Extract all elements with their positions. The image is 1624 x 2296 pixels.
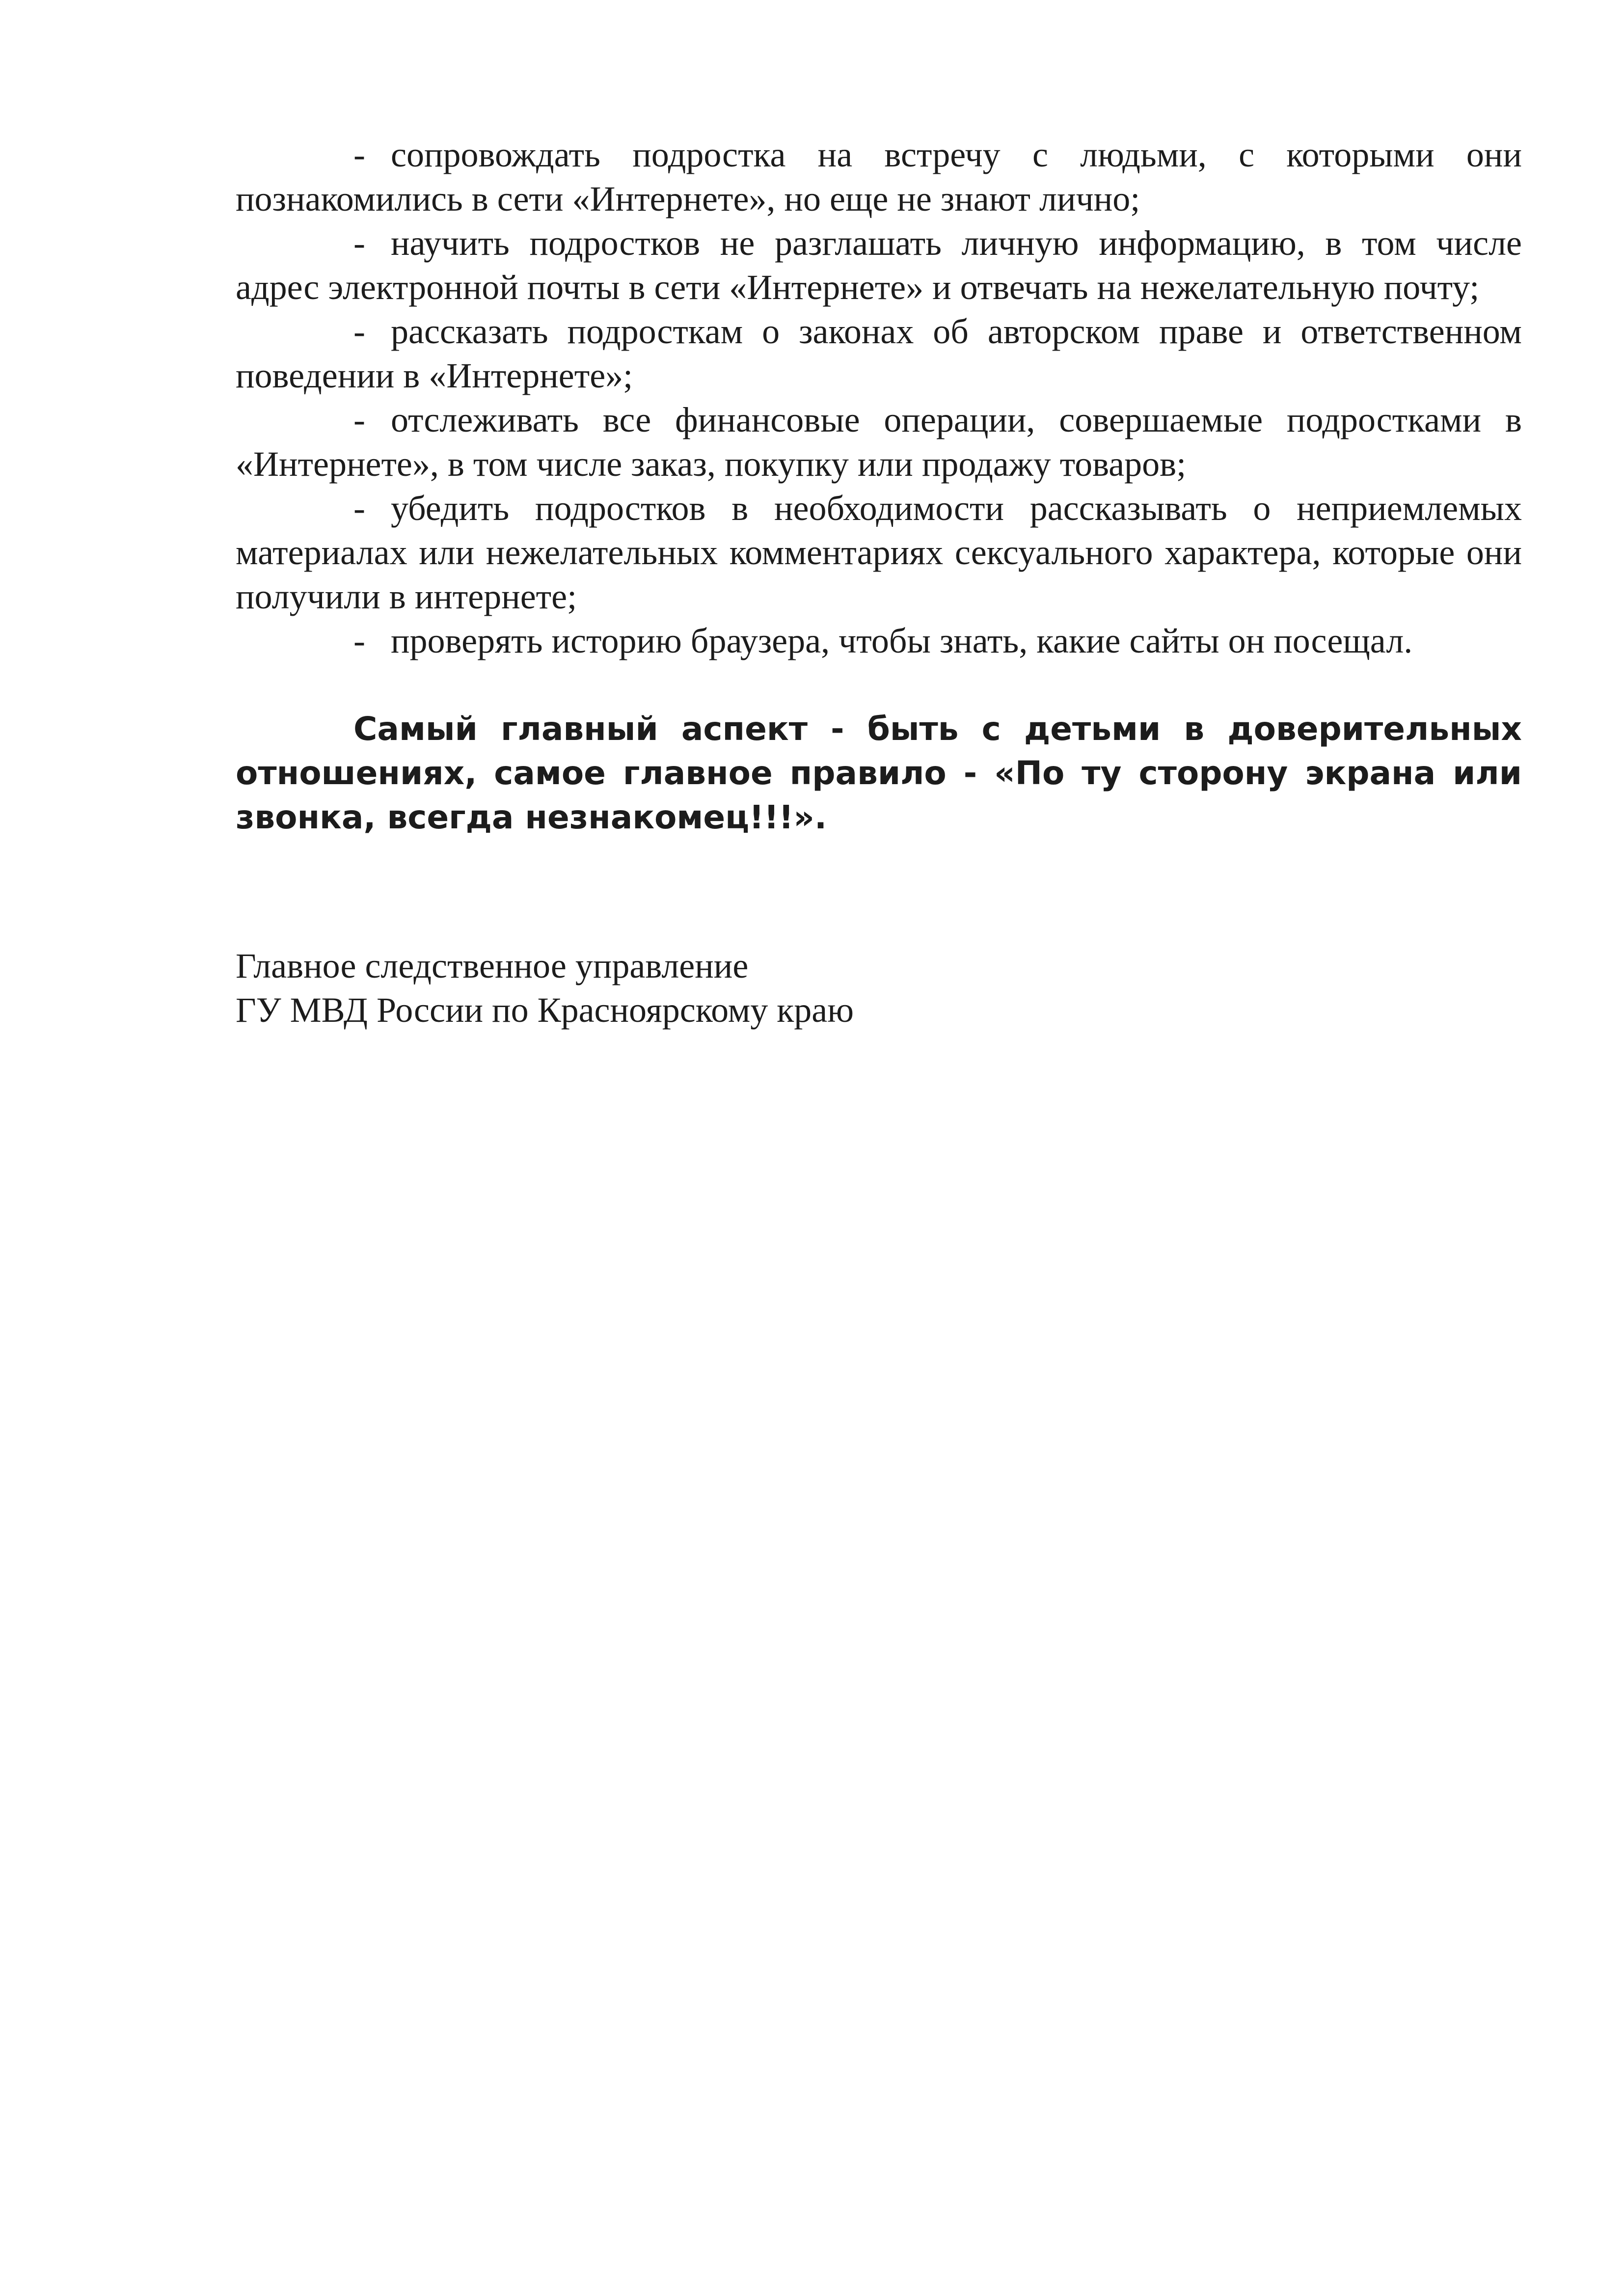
- signature-line-organization: ГУ МВД России по Красноярскому краю: [236, 990, 854, 1030]
- list-item-text: отслеживать все финансовые операции, совершаемые подростками в «Интернете», в том числе заказ, покупку или продажу товаров;: [236, 400, 1522, 484]
- list-item: [236, 221, 1522, 309]
- list-marker: -: [353, 135, 365, 174]
- list-item: [236, 398, 1522, 486]
- list-item-text: научить подростков не разглашать личную информацию, в том числе адрес электронной почты в сети «Интернете» и отвечать на нежелательную почту;: [236, 223, 1522, 307]
- document-page: [236, 133, 1522, 1032]
- list-item: [236, 309, 1522, 398]
- list-item: [236, 486, 1522, 619]
- list-marker: -: [353, 621, 365, 660]
- list-item-text: проверять историю браузера, чтобы знать, какие сайты он посещал.: [391, 621, 1413, 660]
- list-marker: -: [353, 400, 365, 439]
- list-item-text: убедить подростков в необходимости рассказывать о неприемлемых материалах или нежелательных комментариях сексуального характера, которые они получили в интернете;: [236, 489, 1522, 616]
- list-marker: -: [353, 489, 365, 528]
- list-item-text: сопровождать подростка на встречу с людьми, с которыми они познакомились в сети «Интернете», но еще не знают лично;: [236, 135, 1522, 219]
- list-item: [236, 619, 1522, 663]
- signature-line-department: Главное следственное управление: [236, 946, 749, 985]
- list-marker: -: [353, 223, 365, 263]
- key-rule-paragraph: Самый главный аспект - быть с детьми в доверительных отношениях, самое главное правило - «По ту сторону экрана или звонка, всегда незнакомец!!!».: [236, 710, 1522, 836]
- list-item-text: рассказать подросткам о законах об авторском праве и ответственном поведении в «Интернете»;: [236, 312, 1522, 395]
- signature-block: [236, 944, 1522, 1032]
- list-marker: -: [353, 312, 365, 351]
- list-item: [236, 133, 1522, 221]
